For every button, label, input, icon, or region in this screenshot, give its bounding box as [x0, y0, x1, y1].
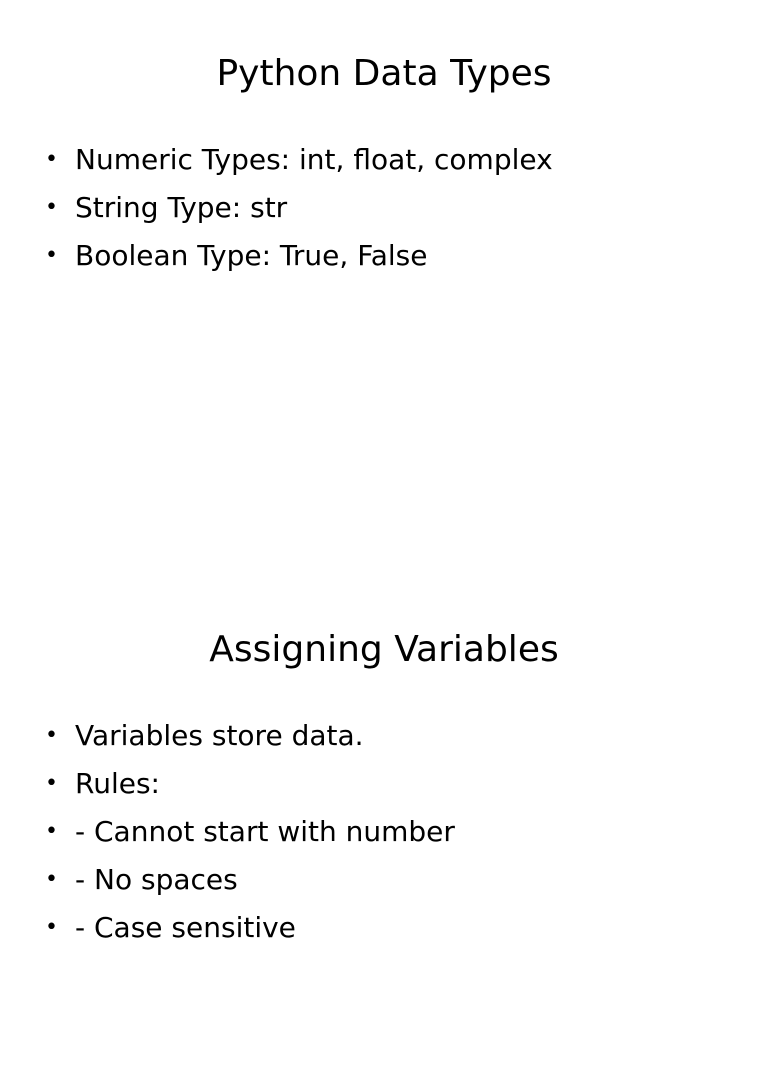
bullet-icon: • [45, 723, 58, 748]
bullet-icon: • [45, 867, 58, 892]
slide-python-data-types [0, 0, 768, 512]
bullet-list [0, 140, 768, 284]
slide-title: Python Data Types [216, 53, 552, 94]
bullet-text: Numeric Types: int, float, complex [75, 143, 553, 176]
list-item [0, 140, 768, 188]
list-item [0, 812, 768, 860]
bullet-icon: • [45, 915, 58, 940]
bullet-icon: • [45, 147, 58, 172]
slide-title: Assigning Variables [209, 629, 559, 670]
list-item [0, 236, 768, 284]
bullet-list [0, 716, 768, 956]
bullet-text: - No spaces [75, 863, 238, 896]
bullet-text: Variables store data. [75, 719, 364, 752]
bullet-icon: • [45, 195, 58, 220]
bullet-text: String Type: str [75, 191, 288, 224]
list-item [0, 716, 768, 764]
bullet-icon: • [45, 243, 58, 268]
list-item [0, 188, 768, 236]
list-item [0, 764, 768, 812]
slide-assigning-variables [0, 576, 768, 1088]
bullet-icon: • [45, 819, 58, 844]
bullet-text: - Cannot start with number [75, 815, 455, 848]
list-item [0, 860, 768, 908]
bullet-text: - Case sensitive [75, 911, 296, 944]
bullet-text: Boolean Type: True, False [75, 239, 428, 272]
bullet-icon: • [45, 771, 58, 796]
bullet-text: Rules: [75, 767, 160, 800]
list-item [0, 908, 768, 956]
